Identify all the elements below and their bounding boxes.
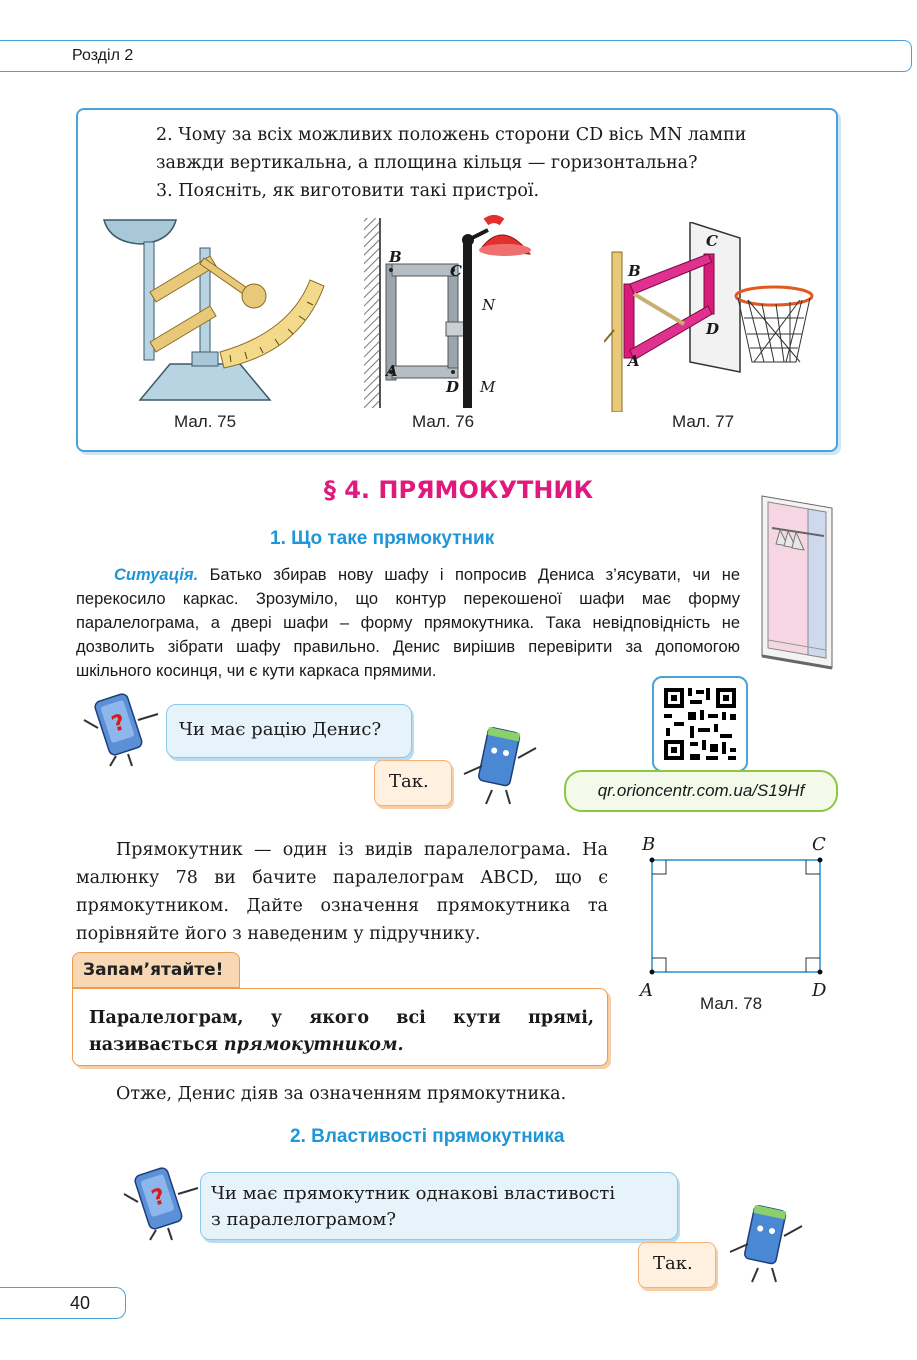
fig76-label-b: B — [389, 248, 402, 266]
subsection-2-heading: 2. Властивості прямокутника — [290, 1126, 565, 1147]
definition-bold: Паралелограм, у якого всі кути прямі, називається — [89, 1008, 594, 1055]
rectangle-intro-paragraph: Прямокутник — один із видів паралелограма. На малюнку 78 ви бачите паралелограм ABCD, що є прямокутником. Дайте означення прямокутника та порівняйте його з наведеним у підручнику. — [76, 840, 608, 944]
fig76-label-d: D — [446, 378, 460, 396]
fig77-label-b: B — [628, 262, 641, 280]
fig78-label-a: A — [640, 980, 653, 1001]
dialog2-question-line-2: з паралелограмом? — [211, 1209, 397, 1230]
remember-tab: Запам’ятайте! — [72, 952, 240, 988]
fig76-label-m: M — [480, 378, 496, 396]
header-bar — [0, 40, 912, 72]
dialog1-question: Чи має рацію Денис? — [179, 719, 382, 740]
situation-body: Батько збирав нову шафу і попросив Дениса з’ясувати, чи не перекосило каркас. Зрозуміло, що контур перекошеної шафи має форму паралелограма, а двері шафи – форму прямокутника. Така невідповідність не дозволить зібрати шафу правильно. Денис вирішив перевірити за допомогою шкільного косинця, чи є кути каркаса прямими. — [76, 566, 740, 680]
fig77-label-d: D — [706, 320, 720, 338]
fig78-label-d: D — [812, 980, 827, 1001]
situation-label: Ситуація. — [114, 566, 199, 584]
remember-box — [72, 988, 608, 1066]
conclusion-text: Отже, Денис діяв за означенням прямокутника. — [116, 1084, 567, 1104]
qr-code-frame[interactable] — [652, 676, 748, 772]
phone-character-question-icon — [80, 686, 166, 768]
exercise-box — [76, 108, 838, 452]
page-number-tab — [0, 1287, 126, 1319]
fig77-label-a: A — [628, 352, 640, 370]
definition-term: прямокутником. — [223, 1035, 404, 1055]
page-number: 40 — [70, 1293, 91, 1313]
subsection-1-heading: 1. Що таке прямокутник — [270, 528, 495, 549]
dialog1-answer: Так. — [389, 771, 429, 792]
fig76-label-c: C — [450, 262, 462, 280]
definition-text — [89, 1005, 594, 1059]
fig76-label-a: A — [386, 362, 398, 380]
svg-text:?: ? — [148, 1183, 169, 1212]
qr-code-icon — [654, 678, 746, 770]
dialog1-question-bubble — [166, 704, 412, 758]
section-title: § 4. ПРЯМОКУТНИК — [323, 476, 594, 504]
figure-78-caption: Мал. 78 — [700, 994, 763, 1013]
question-2-line-1: 2. Чому за всіх можливих положень сторони CD вісь MN лампи — [156, 125, 747, 145]
svg-text:?: ? — [108, 709, 129, 738]
question-2-line-2: завжди вертикальна, а площина кільця — горизонтальна? — [156, 153, 698, 173]
dialog2-answer-bubble — [638, 1242, 716, 1288]
figure-77-basket — [604, 222, 814, 412]
figure-78-rectangle — [640, 838, 840, 988]
dialog1-answer-bubble — [374, 760, 452, 806]
book-character-icon-2 — [722, 1200, 808, 1286]
section-label: Розділ 2 — [72, 47, 134, 64]
fig78-label-c: C — [812, 834, 826, 855]
phone-character-question-icon-2 — [120, 1160, 206, 1242]
figure-75-caption: Мал. 75 — [174, 412, 237, 431]
dialog2-question-bubble — [200, 1172, 678, 1240]
dialog2-answer: Так. — [653, 1253, 693, 1274]
figure-76-caption: Мал. 76 — [412, 412, 475, 431]
fig76-label-n: N — [482, 296, 496, 314]
figure-77-caption: Мал. 77 — [672, 412, 735, 431]
question-3: 3. Поясніть, як виготовити такі пристрої. — [156, 181, 540, 201]
wardrobe-illustration — [758, 492, 840, 670]
qr-link[interactable]: qr.orioncentr.com.ua/S19Hf — [564, 770, 838, 812]
fig77-label-c: C — [706, 232, 718, 250]
dialog2-question-line-1: Чи має прямокутник однакові властивості — [211, 1183, 616, 1204]
figure-75-device — [100, 212, 330, 412]
book-character-icon — [456, 722, 542, 808]
situation-paragraph — [76, 563, 740, 683]
fig78-label-b: B — [642, 834, 656, 855]
